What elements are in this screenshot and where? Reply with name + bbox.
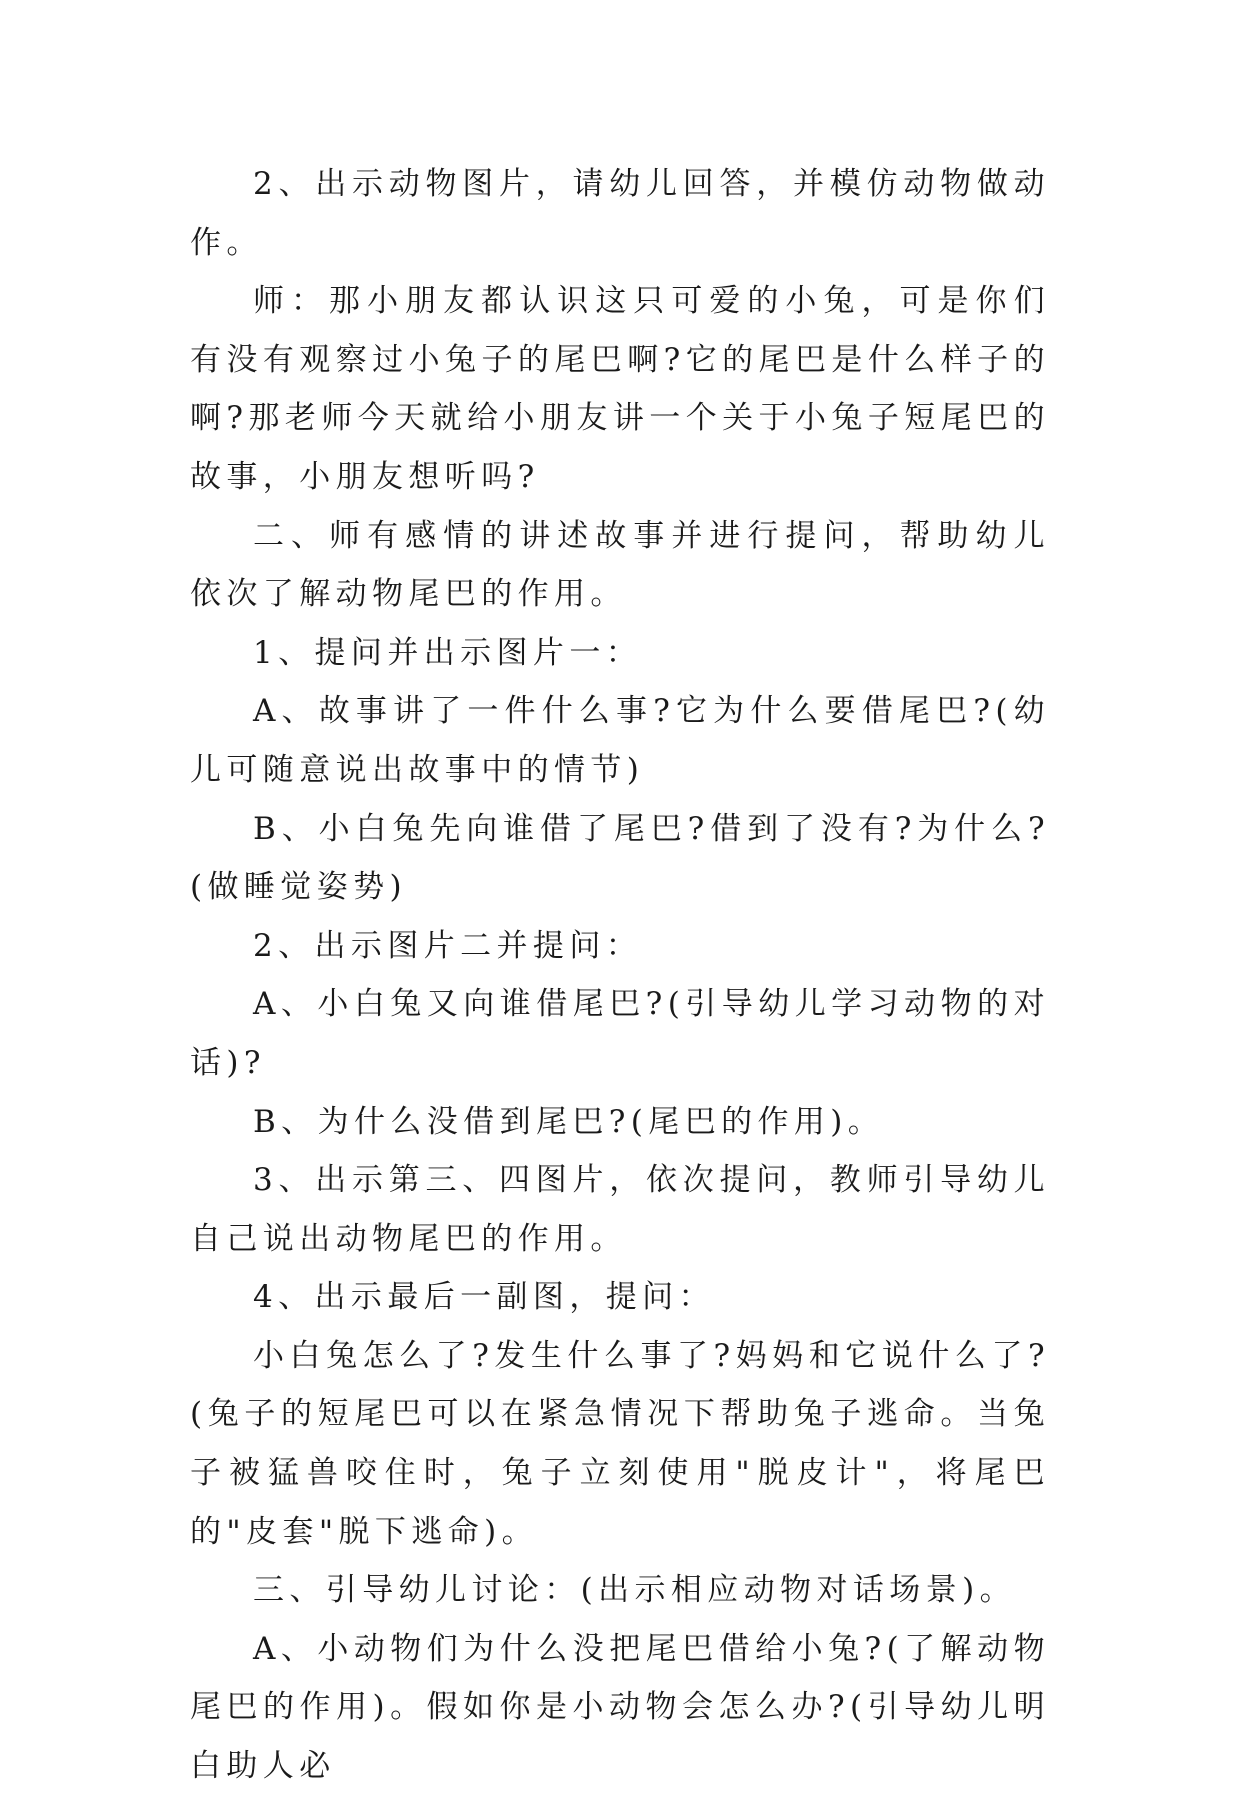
paragraph-question-a-2: A、小白兔又向谁借尾巴?(引导幼儿学习动物的对话)?	[190, 986, 1050, 1081]
paragraph-question-picture-2: 2、出示图片二并提问：	[253, 927, 643, 964]
paragraph-step-4-last-picture: 4、出示最后一副图，提问：	[253, 1279, 715, 1316]
paragraph-step-2-show-pictures: 2、出示动物图片，请幼儿回答，并模仿动物做动作。	[190, 166, 1050, 261]
paragraph-question-picture-1: 1、提问并出示图片一：	[253, 634, 643, 671]
paragraph-question-b-1: B、小白兔先向谁借了尾巴?借到了没有?为什么?(做睡觉姿势)	[190, 810, 1050, 906]
paragraph-teacher-intro: 师：那小朋友都认识这只可爱的小兔，可是你们有没有观察过小兔子的尾巴啊?它的尾巴是什么样子的啊?那老师今天就给小朋友讲一个关于小兔子短尾巴的故事，小朋友想听吗?	[190, 283, 1050, 495]
paragraph-section-2-heading: 二、师有感情的讲述故事并进行提问，帮助幼儿依次了解动物尾巴的作用。	[190, 517, 1050, 613]
paragraph-question-a-3: A、小动物们为什么没把尾巴借给小兔?(了解动物尾巴的作用)。假如你是小动物会怎么办?(引导幼儿明白助人必	[190, 1630, 1050, 1785]
document-body	[190, 155, 1050, 1796]
paragraph-step-3-pictures: 3、出示第三、四图片，依次提问，教师引导幼儿自己说出动物尾巴的作用。	[190, 1162, 1050, 1257]
paragraph-section-3-discussion: 三、引导幼儿讨论：(出示相应动物对话场景)。	[253, 1572, 1016, 1609]
paragraph-rabbit-tail-escape: 小白兔怎么了?发生什么事了?妈妈和它说什么了?(兔子的短尾巴可以在紧急情况下帮助兔子逃命。当兔子被猛兽咬住时，兔子立刻使用"脱皮计"，将尾巴的"皮套"脱下逃命)。	[190, 1337, 1050, 1550]
paragraph-question-a-1: A、故事讲了一件什么事?它为什么要借尾巴?(幼儿可随意说出故事中的情节)	[190, 693, 1050, 788]
paragraph-question-b-2: B、为什么没借到尾巴?(尾巴的作用)。	[253, 1103, 885, 1140]
